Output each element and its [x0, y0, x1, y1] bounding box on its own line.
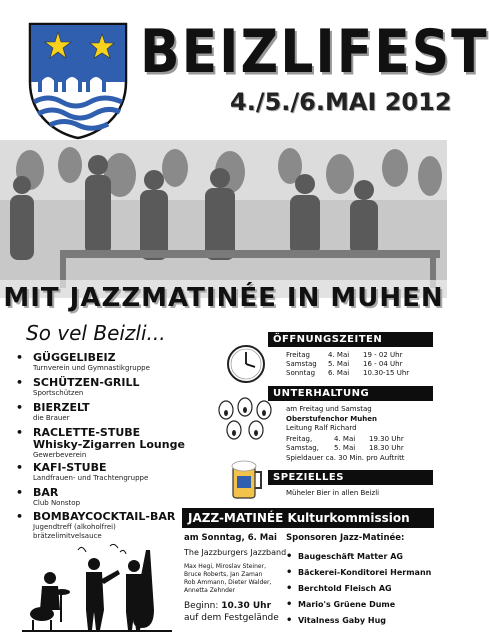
venue-name: RACLETTE-STUBE — [33, 426, 141, 439]
sponsor-item: • Berchtold Fleisch AG — [298, 584, 392, 593]
event-dates: 4./5./6.MAI 2012 — [230, 88, 452, 116]
sponsor-item: • Mario's Grüene Dume — [298, 600, 395, 609]
sponsors-heading: Sponsoren Jazz-Matinée: — [286, 533, 405, 543]
choir-leader: Leitung Ralf Richard — [286, 424, 357, 432]
start-time: 10.30 Uhr — [221, 601, 272, 611]
sponsor-item: • Bäckerei-Konditorei Hermann — [298, 568, 431, 577]
table-row: Sonntag 6. Mai 10.30-15 Uhr — [286, 369, 410, 377]
specials-text: Müheler Bier in allen Beizli — [286, 489, 380, 497]
jazz-band-silhouette-icon — [22, 540, 172, 632]
venue-host: die Brauer — [33, 414, 70, 422]
sponsor-item: • Vitalness Gaby Hug — [298, 616, 386, 625]
venue-name: BAR — [33, 486, 59, 499]
venue-item: • KAFI-STUBE Landfrauen- und Trachtengruppe — [16, 462, 206, 483]
choir-name: Oberstufenchor Muhen — [286, 415, 377, 423]
venue-item: • GÜGGELIBEIZ Turnverein und Gymnastikgruppe — [16, 352, 206, 373]
venue-host: Sportschützen — [33, 389, 84, 397]
crowd-illustration — [0, 140, 447, 298]
venue-name: BOMBAYCOCKTAIL-BAR — [33, 510, 176, 523]
venue-item: • SCHÜTZEN-GRILL Sportschützen — [16, 377, 206, 398]
band-member-line: Annetta Zehnder — [184, 587, 236, 594]
venue-host-note: brätzelimitvelsauce — [33, 532, 102, 540]
jazz-band-name: The Jazzburgers Jazzband — [184, 548, 287, 557]
venue-item: • BAR Club Nonstop — [16, 487, 206, 508]
event-title: BEIZLIFEST — [140, 18, 489, 87]
sponsor-item: • Baugeschäft Matter AG — [298, 552, 403, 561]
choir-icon — [214, 396, 276, 448]
entertainment-table — [286, 435, 408, 453]
beer-mug-icon — [230, 458, 264, 500]
band-member-line: Bruce Roberts, Jan Zaman — [184, 571, 263, 578]
festival-crowd-photo — [0, 140, 447, 298]
table-row: Freitag 4. Mai 19 - 02 Uhr — [286, 351, 403, 359]
jazz-date: am Sonntag, 6. Mai — [184, 533, 277, 543]
venue-name-second-line: Whisky-Zigarren Lounge — [33, 438, 185, 451]
venue-host: Gewerbeverein — [33, 451, 87, 459]
venues-heading: So vel Beizli... — [26, 321, 166, 345]
table-row: Samstag, 5. Mai 18.30 Uhr — [286, 444, 404, 452]
clock-icon — [226, 344, 266, 384]
jazz-matinee-heading: JAZZ-MATINÉE Kulturkommission — [182, 508, 434, 528]
venue-item: • BOMBAYCOCKTAIL-BAR Jugendtreff (alkoholfrei) brätzelimitvelsauce — [16, 511, 206, 541]
opening-hours-heading: ÖFFNUNGSZEITEN — [268, 332, 433, 347]
venue-host: Jugendtreff (alkoholfrei) — [33, 523, 116, 531]
band-member-line: Max Hegi, Miroslav Steiner, — [184, 563, 266, 570]
start-label: Beginn: — [184, 601, 219, 611]
venue-host: Landfrauen- und Trachtengruppe — [33, 474, 149, 482]
table-row: Freitag, 4. Mai 19.30 Uhr — [286, 435, 404, 443]
entertainment-days: am Freitag und Samstag — [286, 405, 372, 413]
venue-name: KAFI-STUBE — [33, 461, 107, 474]
jazz-location: auf dem Festgelände — [184, 613, 279, 623]
subtitle-jazzmatinee: MIT JAZZMATINÉE IN MUHEN — [3, 283, 444, 313]
table-row: Samstag 5. Mai 16 - 04 Uhr — [286, 360, 403, 368]
band-member-line: Rob Ammann, Dieter Walder, — [184, 579, 272, 586]
venue-name: BIERZELT — [33, 401, 90, 414]
jazz-start — [184, 601, 271, 611]
venue-item: • RACLETTE-STUBE Whisky-Zigarren Lounge Gewerbeverein — [16, 427, 206, 460]
specials-heading: SPEZIELLES — [268, 470, 433, 485]
venue-item: • BIERZELT die Brauer — [16, 402, 206, 423]
venue-host: Turnverein und Gymnastikgruppe — [33, 364, 150, 372]
entertainment-heading: UNTERHALTUNG — [268, 386, 433, 401]
opening-hours-table — [286, 351, 413, 378]
venue-host: Club Nonstop — [33, 499, 81, 507]
venue-name: GÜGGELIBEIZ — [33, 351, 116, 364]
performance-duration: Spieldauer ca. 30 Min. pro Auftritt — [286, 454, 405, 462]
venue-name: SCHÜTZEN-GRILL — [33, 376, 140, 389]
coat-of-arms-icon — [28, 22, 128, 140]
